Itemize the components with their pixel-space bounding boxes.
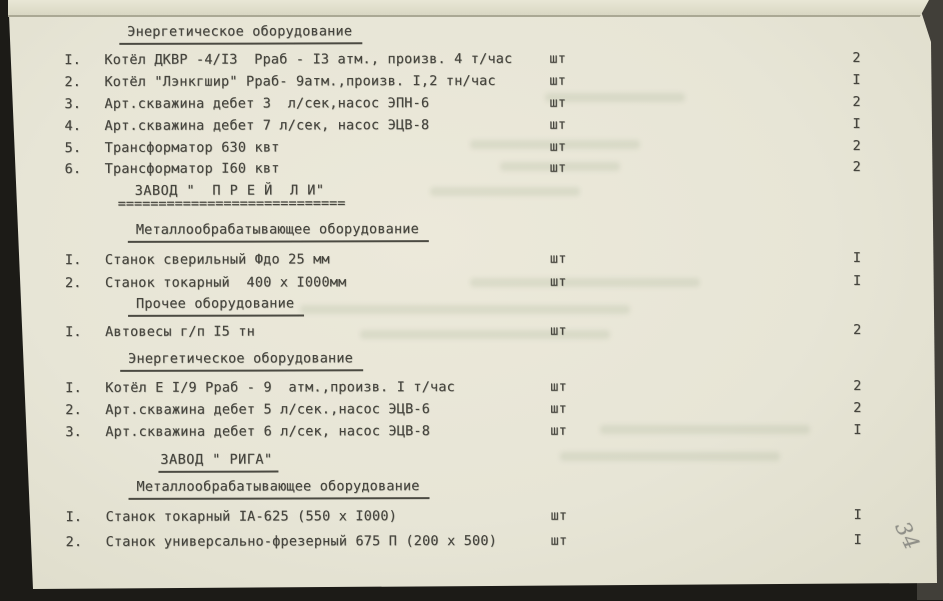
handwritten-page-number: 34 xyxy=(890,517,925,555)
row-description: Трансформатор 630 квт xyxy=(104,139,280,156)
row-description: Арт.скважина дебет 7 л/сек, насос ЭЦВ-8 xyxy=(104,117,430,134)
row-description: Котёл "Лэнкгшир" Рраб- 9атм.,произв. I,2 тн/час xyxy=(104,72,496,90)
row-number: I. xyxy=(65,324,82,341)
row-description: Станок токарный 400 х I000мм xyxy=(104,274,347,291)
row-quantity: I xyxy=(853,421,862,439)
row-description: Котёл Е I/9 Рраб - 9 атм.,произв. I т/час xyxy=(105,379,456,396)
row-description: Трансформатор I60 квт xyxy=(104,160,280,177)
row-quantity: 2 xyxy=(853,399,862,417)
row-unit: шт xyxy=(549,50,567,67)
row-unit: шт xyxy=(550,400,567,417)
factory-heading-preili: ЗАВОД " П Р Е Й Л И" xyxy=(134,182,325,199)
row-number: I. xyxy=(64,252,82,269)
table-row xyxy=(0,320,943,342)
row-number: 5. xyxy=(64,140,82,157)
row-description: Арт.скважина дебет 5 л/сек.,насос ЭЦВ-6 xyxy=(105,401,431,418)
row-unit: шт xyxy=(549,138,567,155)
factory-heading-underline: ============================ xyxy=(117,195,346,212)
row-unit: шт xyxy=(549,94,567,111)
row-number: I. xyxy=(65,509,83,526)
row-description: Станок сверильный Фдо 25 мм xyxy=(104,251,330,268)
table-row xyxy=(1,505,943,527)
row-quantity: I xyxy=(852,249,862,267)
table-row xyxy=(0,136,943,158)
factory-heading-riga: ЗАВОД " РИГА" xyxy=(158,451,278,473)
row-quantity: 2 xyxy=(853,377,862,395)
row-unit: шт xyxy=(549,273,567,290)
row-number: 2. xyxy=(64,74,82,91)
row-unit: шт xyxy=(550,532,568,549)
section-heading-other: Прочее оборудование xyxy=(128,294,304,316)
row-number: 2. xyxy=(65,534,83,551)
row-unit: шт xyxy=(550,507,568,524)
row-number: I. xyxy=(64,52,82,69)
row-quantity: 2 xyxy=(852,137,861,155)
row-number: I. xyxy=(65,380,82,397)
section-heading-energy-1: Энергетическое оборудование xyxy=(119,22,362,45)
row-quantity: 2 xyxy=(853,321,862,339)
table-row xyxy=(0,376,943,398)
row-number: 3. xyxy=(65,424,83,441)
row-description: Арт.скважина дебет 6 л/сек, насос ЭЦВ-8 xyxy=(105,423,431,440)
row-unit: шт xyxy=(549,72,567,89)
row-unit: шт xyxy=(549,250,567,267)
row-unit: шт xyxy=(550,322,567,339)
row-unit: шт xyxy=(550,422,568,439)
row-quantity: 2 xyxy=(852,93,861,111)
section-heading-metal-1: Металлообрабатывающее оборудование xyxy=(128,220,429,243)
row-description: Станок универсально-фрезерный 675 П (200 х 500) xyxy=(105,532,498,550)
table-row xyxy=(0,92,943,114)
row-quantity: I xyxy=(852,272,862,290)
table-row xyxy=(0,48,942,70)
table-row xyxy=(0,248,943,270)
row-quantity: 2 xyxy=(852,158,862,176)
section-heading-metal-2: Металлообрабатывающее оборудование xyxy=(128,477,429,500)
row-description: Арт.скважина дебет 3 л/сек,насос ЭПН-6 xyxy=(104,95,430,112)
table-row xyxy=(0,398,943,420)
row-description: Станок токарный IА-625 (550 х I000) xyxy=(105,508,398,525)
row-quantity: 2 xyxy=(852,49,861,67)
row-number: 6. xyxy=(64,161,82,178)
row-unit: шт xyxy=(549,159,567,176)
row-quantity: I xyxy=(853,506,862,524)
row-quantity: I xyxy=(853,531,862,549)
row-number: 4. xyxy=(64,118,82,135)
row-number: 2. xyxy=(65,402,82,419)
row-unit: шт xyxy=(549,116,567,133)
row-description: Котёл ДКВР -4/I3 Рраб - I3 атм., произв. 4 т/час xyxy=(104,50,513,68)
row-quantity: I xyxy=(852,115,861,133)
row-number: 2. xyxy=(64,275,82,292)
table-row xyxy=(0,70,942,92)
row-description: Автовесы г/п I5 тн xyxy=(105,323,256,340)
table-row xyxy=(0,114,943,136)
table-row xyxy=(0,271,943,293)
row-unit: шт xyxy=(550,378,567,395)
table-row xyxy=(0,157,943,179)
table-row xyxy=(0,420,943,442)
table-row xyxy=(1,530,943,552)
section-heading-energy-2: Энергетическое оборудование xyxy=(120,349,363,372)
row-number: 3. xyxy=(64,96,82,113)
row-quantity: I xyxy=(852,71,861,89)
